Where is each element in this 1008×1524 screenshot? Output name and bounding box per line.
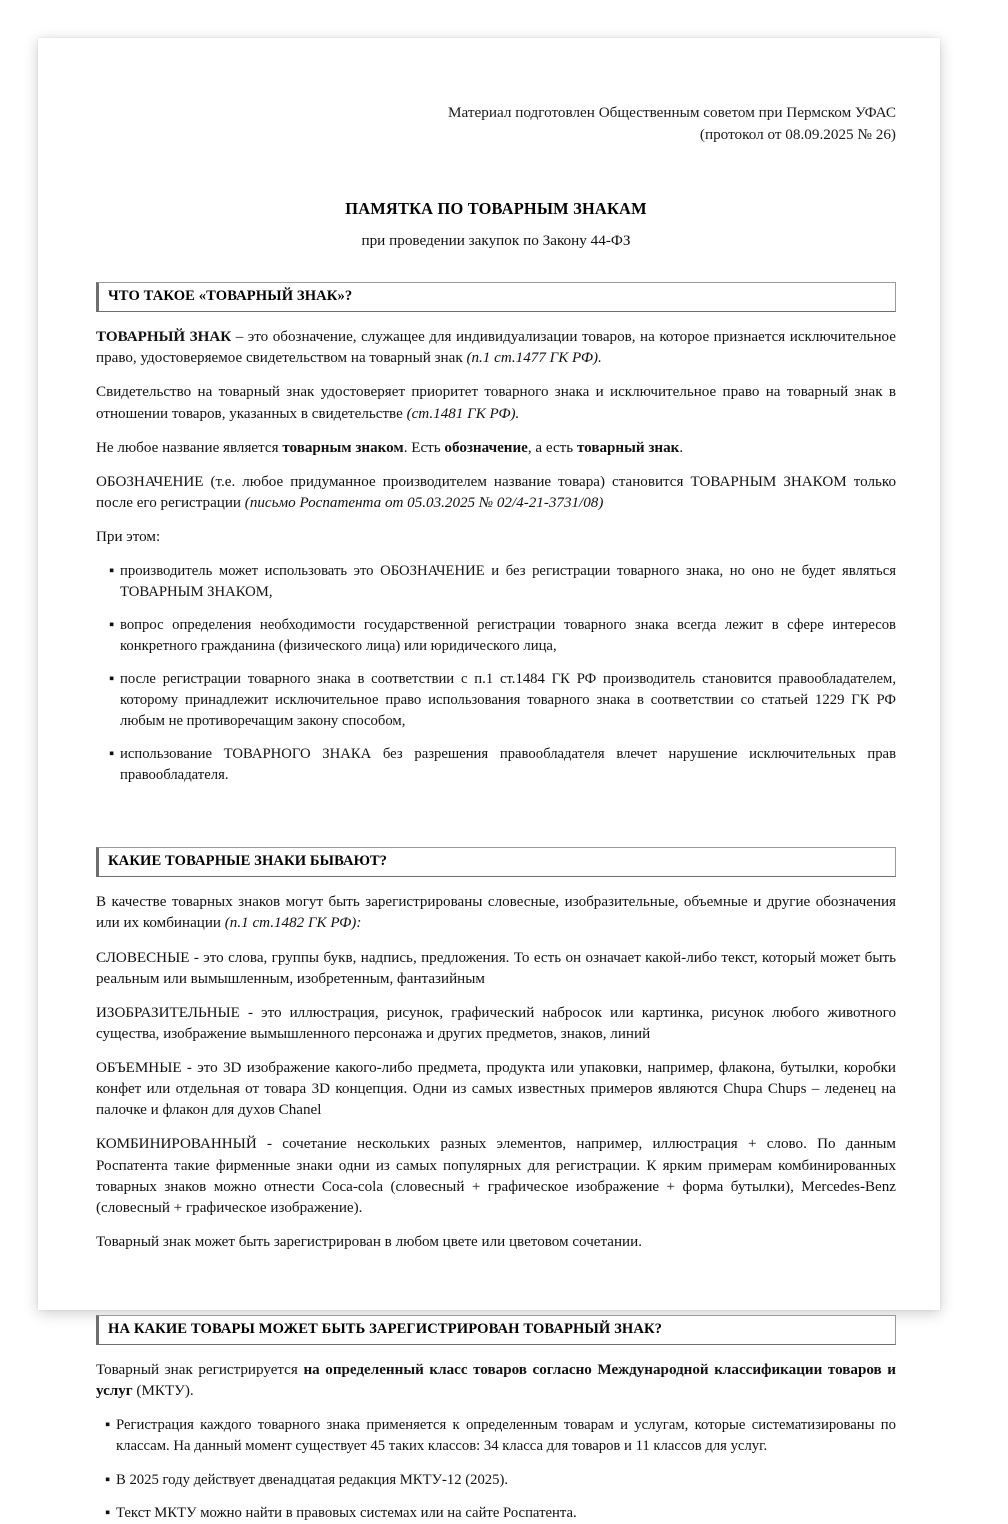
paragraph-colors: Товарный знак может быть зарегистрирован в любом цвете или цветовом сочетании. <box>96 1233 642 1250</box>
designation-text: ОБОЗНАЧЕНИЕ (т.е. любое придуманное производителем название товара) становится ТОВАРНЫМ ЗНАКОМ только после его регистрации <box>96 473 896 511</box>
list-item-label: производитель может использовать это ОБОЗНАЧЕНИЕ и без регистрации товарного знака, но оно не будет являться ТОВАРНЫМ ЗНАКОМ, <box>120 563 896 600</box>
paragraph-definition <box>96 312 896 369</box>
paragraph-at-that: При этом: <box>96 529 161 546</box>
text-fragment: Не любое название является <box>96 439 283 456</box>
list-item-label: использование ТОВАРНОГО ЗНАКА без разрешения правообладателя влечет нарушение исключительных прав правообладателя. <box>120 746 896 783</box>
paragraph-not-every-name <box>96 425 896 459</box>
section-title: НА КАКИЕ ТОВАРЫ МОЖЕТ БЫТЬ ЗАРЕГИСТРИРОВАН ТОВАРНЫЙ ЗНАК? <box>108 1321 663 1338</box>
bullet-square-icon: ▪ <box>105 1471 111 1488</box>
paragraph-combined: КОМБИНИРОВАННЫЙ - сочетание нескольких разных элементов, например, иллюстрация + слово. По данным Роспатента такие фирменные знаки одни из самых популярных для регистрации. К ярким примерам комбинированных товарных знаков можно отнести Coca-cola (словесный + графическое изображение + форма бутылки), Mercedes-Benz (словесный + графическое изображение). <box>96 1136 896 1216</box>
bullet-square-icon: ▪ <box>109 746 115 763</box>
rospatent-letter-citation: (письмо Роспатента от 05.03.2025 № 02/4-21-3731/08) <box>244 494 604 511</box>
bullet-square-icon: ▪ <box>109 617 115 634</box>
section-spacer <box>96 1253 896 1283</box>
section-header-goods-registration <box>96 1315 896 1345</box>
emphasis-designation: обозначение <box>444 439 528 456</box>
emphasis-trademark: товарным знаком <box>282 439 404 456</box>
legal-citation: (п.1 ст.1482 ГК РФ): <box>224 915 362 932</box>
kinds-intro-text: В качестве товарных знаков могут быть зарегистрированы словесные, изобразительные, объемные и другие обозначения или их комбинации <box>96 894 896 932</box>
legal-citation: (п.1 ст.1477 ГК РФ). <box>466 350 602 367</box>
page-content-column <box>96 38 896 1522</box>
legal-citation: (ст.1481 ГК РФ). <box>406 405 520 422</box>
list-item-label: вопрос определения необходимости государственной регистрации товарного знака всегда лежит в сфере интересов конкретного гражданина (физического лица) или юридического лица, <box>120 617 896 654</box>
header-line-2: (протокол от 08.09.2025 № 26) <box>699 125 896 143</box>
paragraph-goods-class <box>96 1345 896 1402</box>
header-line-1: Материал подготовлен Общественным советом при Пермском УФАС <box>448 104 896 121</box>
page-subtitle: при проведении закупок по Закону 44-ФЗ <box>361 232 631 250</box>
paragraph-figurative: ИЗОБРАЗИТЕЛЬНЫЕ - это иллюстрация, рисунок, графический набросок или картинка, рисунок любого животного существа, изображение вымышленного персонажа и других предметов, знаков, линий <box>96 1004 896 1042</box>
text-fragment: . Есть <box>403 439 445 456</box>
section-header-kinds-of-trademarks <box>96 847 896 877</box>
list-item <box>96 656 896 731</box>
section-spacer <box>96 785 896 815</box>
list-item <box>96 548 896 602</box>
paragraph-designation-becomes <box>96 459 896 514</box>
section-title: КАКИЕ ТОВАРНЫЕ ЗНАКИ БЫВАЮТ? <box>108 853 388 870</box>
list-what-is-trademark <box>96 548 896 785</box>
document-page <box>38 38 940 1522</box>
section-header-what-is-trademark <box>96 282 896 312</box>
text-fragment: , а есть <box>527 439 577 456</box>
bullet-square-icon: ▪ <box>109 671 115 688</box>
text-fragment: Товарный знак регистрируется <box>96 1362 304 1379</box>
list-goods-registration <box>96 1402 896 1523</box>
list-item-label: В 2025 году действует двенадцатая редакция МКТУ-12 (2025). <box>116 1471 509 1488</box>
page-title: ПАМЯТКА ПО ТОВАРНЫМ ЗНАКАМ <box>345 199 647 219</box>
paragraph-verbal: СЛОВЕСНЫЕ - это слова, группы букв, надпись, предложения. То есть он означает какой-либо текст, который может быть реальным или вымышленным, изобретенным, фантазийным <box>96 949 896 987</box>
certificate-text: Свидетельство на товарный знак удостоверяет приоритет товарного знака и исключительное право на товарный знак в отношении товаров, указанных в свидетельстве <box>96 384 896 422</box>
emphasis-trademark-2: товарный знак <box>576 439 680 456</box>
list-item <box>96 731 896 785</box>
definition-text: – это обозначение, служащее для индивидуализации товаров, на которое признается исключительное право, удостоверяемое свидетельством на товарный знак <box>96 329 896 367</box>
text-fragment: . <box>679 439 684 456</box>
list-item <box>96 602 896 656</box>
bullet-square-icon: ▪ <box>105 1417 111 1434</box>
list-item <box>96 1490 896 1524</box>
list-item-label: после регистрации товарного знака в соответствии с п.1 ст.1484 ГК РФ производитель становится правообладателем, которому принадлежит исключительное право использования товарного знака в соответствии со статьей 1229 ГК РФ любым не противоречащим закону способом, <box>120 671 896 729</box>
bullet-square-icon: ▪ <box>109 563 115 580</box>
paragraph-certificate <box>96 369 896 424</box>
list-item-label: Текст МКТУ можно найти в правовых системах или на сайте Роспатента. <box>116 1505 577 1522</box>
list-item <box>96 1402 896 1456</box>
list-item <box>96 1457 896 1491</box>
emphasis-nice-classification: на определенный класс товаров согласно Международной классификации товаров и услуг <box>96 1362 896 1400</box>
text-fragment: (МКТУ). <box>132 1383 194 1400</box>
paragraph-volumetric: ОБЪЕМНЫЕ - это 3D изображение какого-либо предмета, продукта или упаковки, например, флакона, бутылки, коробки конфет или отдельная от товара 3D концепция. Одни из самых известных примеров являются Chupa Chups – леденец на палочке и флакон для духов Chanel <box>96 1060 896 1119</box>
term-trademark: ТОВАРНЫЙ ЗНАК <box>96 329 232 346</box>
paragraph-kinds-intro <box>96 877 896 934</box>
bullet-square-icon: ▪ <box>105 1505 111 1522</box>
section-title: ЧТО ТАКОЕ «ТОВАРНЫЙ ЗНАК»? <box>108 288 353 305</box>
document-header <box>96 38 896 145</box>
list-item-label: Регистрация каждого товарного знака применяется к определенным товарам и услугам, которые систематизированы по классам. На данный момент существует 45 таких классов: 34 класса для товаров и 11 классов для услуг. <box>116 1417 896 1454</box>
